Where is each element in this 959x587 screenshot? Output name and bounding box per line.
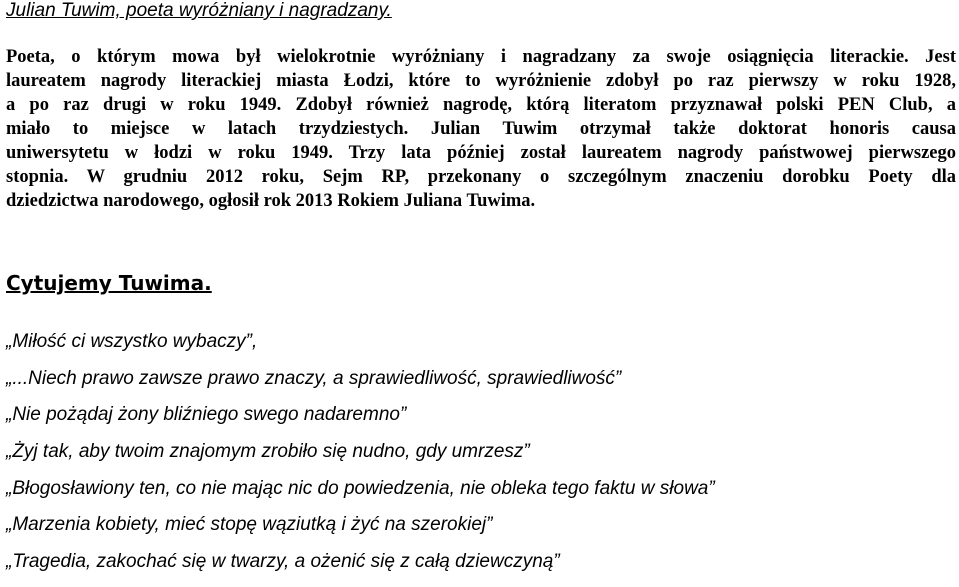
paragraph-line: a po raz drugi w roku 1949. Zdobył również nagrodę, którą literatom przyznawał polski PEN Club, a xyxy=(6,95,956,115)
quote-item: „Żyj tak, aby twoim znajomym zrobiło się nudno, gdy umrzesz” xyxy=(6,441,530,463)
quotes-heading: Cytujemy Tuwima. xyxy=(6,271,212,295)
quote-item: „Marzenia kobiety, mieć stopę wąziutką i żyć na szerokiej” xyxy=(6,514,493,536)
paragraph-line: uniwersytetu w łodzi w roku 1949. Trzy lata później został laureatem nagrody państwowej pierwszego xyxy=(6,143,956,163)
quote-item: „Tragedia, zakochać się w twarzy, a ożenić się z całą dziewczyną” xyxy=(6,551,560,573)
quotes-list xyxy=(6,330,715,587)
paragraph-line: Poeta, o którym mowa był wielokrotnie wyróżniany i nagradzany za swoje osiągnięcia literackie. Jest xyxy=(6,47,956,67)
page-title: Julian Tuwim, poeta wyróżniany i nagradzany. xyxy=(6,0,392,21)
paragraph-line: laureatem nagrody literackiej miasta Łodzi, które to wyróżnienie zdobył po raz pierwszy w roku 1928, xyxy=(6,71,956,91)
quote-item: „Błogosławiony ten, co nie mając nic do powiedzenia, nie obleka tego faktu w słowa” xyxy=(6,477,715,499)
quote-item: „Miłość ci wszystko wybaczy”, xyxy=(6,331,258,352)
quote-item: „Nie pożądaj żony bliźniego swego nadaremno” xyxy=(6,404,407,426)
paragraph-line: miało to miejsce w latach trzydziestych. Julian Tuwim otrzymał także doktorat honoris causa xyxy=(6,119,956,139)
biography-paragraph xyxy=(6,45,956,213)
quote-item: „...Niech prawo zawsze prawo znaczy, a sprawiedliwość, sprawiedliwość” xyxy=(6,367,622,389)
paragraph-line: dziedzictwa narodowego, ogłosił rok 2013 Rokiem Juliana Tuwima. xyxy=(6,191,536,211)
paragraph-line: stopnia. W grudniu 2012 roku, Sejm RP, przekonany o szczególnym znaczeniu dorobku Poety dla xyxy=(6,167,956,187)
